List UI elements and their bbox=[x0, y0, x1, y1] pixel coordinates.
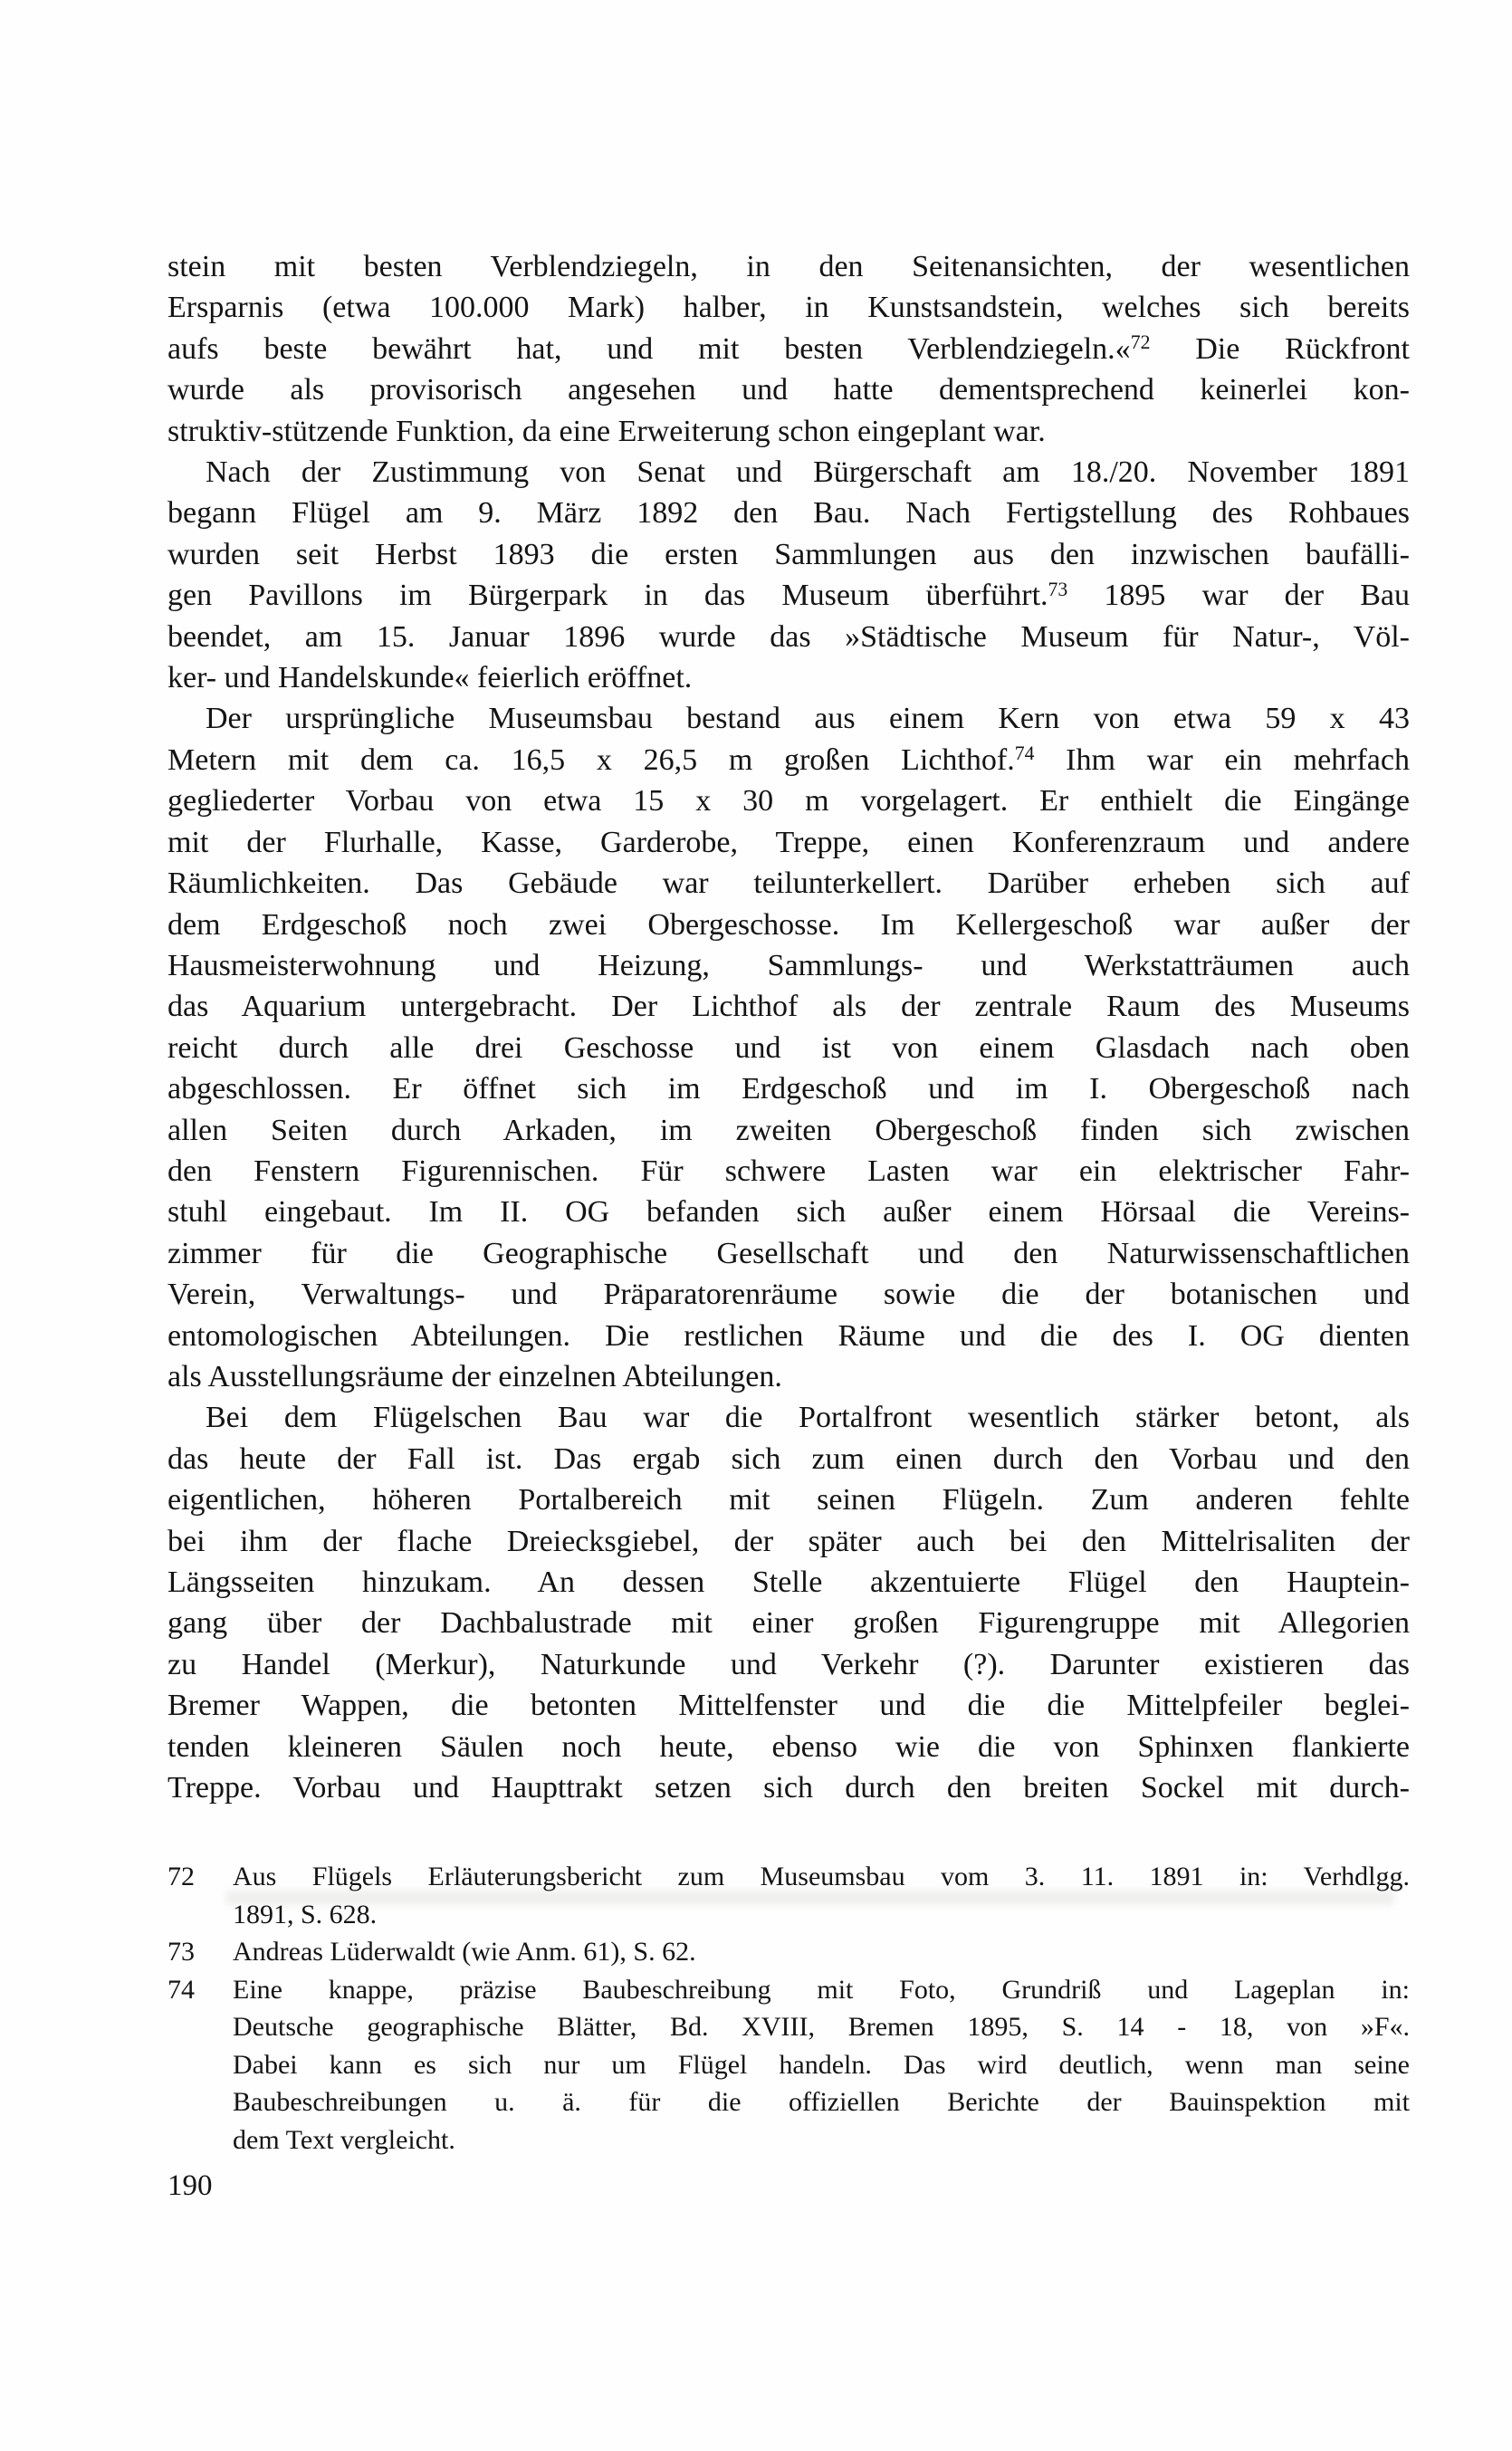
paragraph bbox=[167, 452, 1410, 698]
text-line: bei ihm der flache Dreiecksgiebel, der später auch bei den Mittelrisaliten der bbox=[167, 1524, 1410, 1558]
footnote bbox=[167, 1933, 1410, 1971]
text-line: allen Seiten durch Arkaden, im zweiten Obergeschoß finden sich zwischen bbox=[167, 1113, 1410, 1147]
text-line: gegliederter Vorbau von etwa 15 x 30 m vorgelagert. Er enthielt die Eingänge bbox=[167, 784, 1410, 819]
footnote-number: 74 bbox=[167, 1974, 195, 2005]
text-line: Räumlichkeiten. Das Gebäude war teilunterkellert. Darüber erheben sich auf bbox=[167, 866, 1410, 901]
text-line: beendet, am 15. Januar 1896 wurde das »Städtische Museum für Natur-, Völ- bbox=[167, 619, 1410, 654]
text-line: reicht durch alle drei Geschosse und ist von einem Glasdach nach oben bbox=[167, 1030, 1410, 1065]
body-text bbox=[167, 246, 1410, 1808]
text-line: Bremer Wappen, die betonten Mittelfenster und die die Mittelpfeiler beglei- bbox=[167, 1689, 1410, 1723]
text-line: eigentlichen, höheren Portalbereich mit seinen Flügeln. Zum anderen fehlte bbox=[167, 1483, 1410, 1518]
text-line: abgeschlossen. Er öffnet sich im Erdgeschoß und im I. Obergeschoß nach bbox=[167, 1072, 1410, 1106]
footnote-ref-74: 74 bbox=[1014, 742, 1035, 765]
footnote-number: 73 bbox=[167, 1937, 195, 1967]
footnote-ref-73: 73 bbox=[1048, 578, 1068, 600]
footnote-number: 72 bbox=[167, 1862, 195, 1891]
text-line: das heute der Fall ist. Das ergab sich zum einen durch den Vorbau und den bbox=[167, 1441, 1410, 1476]
text-line: zu Handel (Merkur), Naturkunde und Verkehr (?). Darunter existieren das bbox=[167, 1647, 1410, 1681]
paragraph bbox=[167, 246, 1410, 452]
footnote-text bbox=[233, 1971, 1410, 2159]
paragraph bbox=[167, 698, 1410, 1397]
text-line: struktiv-stützende Funktion, da eine Erweiterung schon eingeplant war. bbox=[167, 414, 1046, 448]
footnote-line: Baubeschreibungen u. ä. für die offiziellen Berichte der Bauinspektion mit bbox=[233, 2087, 1410, 2117]
paragraph bbox=[167, 1397, 1410, 1808]
text-line: Längsseiten hinzukam. An dessen Stelle akzentuierte Flügel den Hauptein- bbox=[167, 1565, 1410, 1599]
text-line: Der ursprüngliche Museumsbau bestand aus einem Kern von etwa 59 x 43 bbox=[206, 702, 1410, 736]
footnote-line: Eine knappe, präzise Baubeschreibung mit Foto, Grundriß und Lageplan in: bbox=[233, 1974, 1410, 2005]
footnote-line: Dabei kann es sich nur um Flügel handeln. Das wird deutlich, wenn man seine bbox=[233, 2049, 1410, 2080]
text-line: den Fenstern Figurennischen. Für schwere Lasten war ein elektrischer Fahr- bbox=[167, 1154, 1410, 1188]
footnote-line: Andreas Lüderwaldt (wie Anm. 61), S. 62. bbox=[233, 1937, 696, 1967]
text-line: stein mit besten Verblendziegeln, in den Seitenansichten, der wesentlichen bbox=[167, 250, 1410, 283]
footnote-line: dem Text vergleicht. bbox=[233, 2124, 455, 2155]
text-line: begann Flügel am 9. März 1892 den Bau. Nach Fertigstellung des Rohbaues bbox=[167, 496, 1410, 531]
text-line: das Aquarium untergebracht. Der Lichthof als der zentrale Raum des Museums bbox=[167, 990, 1410, 1024]
text-line: wurden seit Herbst 1893 die ersten Sammlungen aus den inzwischen baufälli- bbox=[167, 537, 1410, 571]
footnote-text bbox=[233, 1933, 1410, 1971]
footnote bbox=[167, 1971, 1410, 2159]
text-line: mit der Flurhalle, Kasse, Garderobe, Treppe, einen Konferenzraum und andere bbox=[167, 825, 1410, 859]
text-line: gen Pavillons im Bürgerpark in das Museum überführt.$^{73}$ 1895 war der Bau bbox=[167, 578, 1410, 613]
text-line: zimmer für die Geographische Gesellschaft und den Naturwissenschaftlichen bbox=[167, 1236, 1410, 1270]
text-line: Bei dem Flügelschen Bau war die Portalfront wesentlich stärker betont, als bbox=[206, 1401, 1410, 1435]
footnotes bbox=[167, 1858, 1410, 2159]
footnote bbox=[167, 1858, 1410, 1933]
text-line: Metern mit dem ca. 16,5 x 26,5 m großen Lichthof.$^{74}$ Ihm war ein mehrfach bbox=[167, 742, 1410, 777]
text-line: Nach der Zustimmung von Senat und Bürgerschaft am 18./20. November 1891 bbox=[206, 455, 1410, 490]
text-line: tenden kleineren Säulen noch heute, ebenso wie die von Sphinxen flankierte bbox=[167, 1729, 1410, 1764]
text-line: entomologischen Abteilungen. Die restlichen Räume und die des I. OG dienten bbox=[167, 1318, 1410, 1353]
text-line: Hausmeisterwohnung und Heizung, Sammlungs- und Werkstatträumen auch bbox=[167, 948, 1410, 982]
text-line: gang über der Dachbalustrade mit einer großen Figurengruppe mit Allegorien bbox=[167, 1606, 1410, 1641]
footnote-line: Deutsche geographische Blätter, Bd. XVIII, Bremen 1895, S. 14 - 18, von »F«. bbox=[233, 2012, 1410, 2042]
text-line: Treppe. Vorbau und Haupttrakt setzen sich durch den breiten Sockel mit durch- bbox=[167, 1771, 1410, 1805]
footnote-line: 1891, S. 628. bbox=[233, 1899, 378, 1929]
text-line: dem Erdgeschoß noch zwei Obergeschosse. Im Kellergeschoß war außer der bbox=[167, 907, 1410, 942]
footnote-ref-72: 72 bbox=[1130, 331, 1151, 354]
footnote-text bbox=[233, 1858, 1410, 1933]
footnote-line: Aus Flügels Erläuterungsbericht zum Museumsbau vom 3. 11. 1891 in: Verhdlgg. bbox=[233, 1862, 1410, 1891]
text-line: wurde als provisorisch angesehen und hatte dementsprechend keinerlei kon- bbox=[167, 373, 1410, 407]
page-number: 190 bbox=[167, 2169, 213, 2202]
text-line: als Ausstellungsräume der einzelnen Abteilungen. bbox=[167, 1359, 782, 1393]
text-line: ker- und Handelskunde« feierlich eröffnet. bbox=[167, 661, 693, 695]
text-line: Ersparnis (etwa 100.000 Mark) halber, in Kunstsandstein, welches sich bereits bbox=[167, 291, 1410, 325]
text-line: aufs beste bewährt hat, und mit besten Verblendziegeln.«$^{72}$ Die Rückfront bbox=[167, 331, 1411, 366]
text-line: Verein, Verwaltungs- und Präparatorenräume sowie die der botanischen und bbox=[167, 1278, 1410, 1312]
text-line: stuhl eingebaut. Im II. OG befanden sich außer einem Hörsaal die Vereins- bbox=[167, 1195, 1410, 1230]
